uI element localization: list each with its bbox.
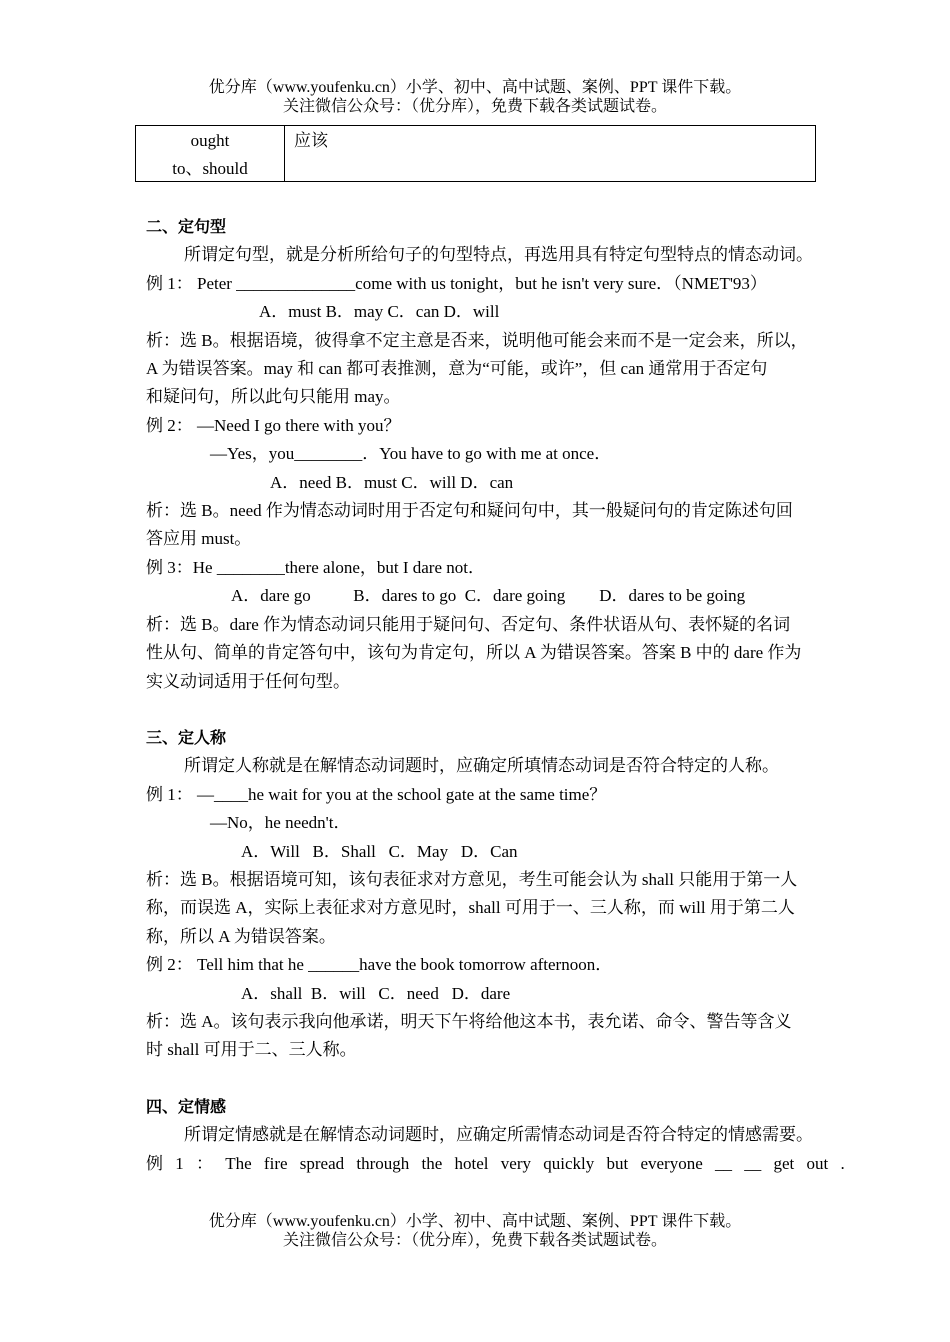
s3-example-1-reply: —No，he needn't． xyxy=(210,813,351,833)
s3-example-2-analysis-2: 时 shall 可用于二、三人称。 xyxy=(146,1040,357,1060)
section-2-intro: 所谓定句型，就是分析所给句子的句型特点，再选用具有特定句型特点的情态动词。 xyxy=(184,245,813,265)
table-verb-line-1: ought xyxy=(190,131,230,150)
s2-example-3-analysis-3: 实义动词适用于任何句型。 xyxy=(146,671,350,691)
s3-example-1-options: A．Will B．Shall C．May D．Can xyxy=(241,841,518,861)
s2-example-3-options: A．dare go B．dares to go C．dare going D．dares to be going xyxy=(231,586,746,606)
s2-example-2-reply: —Yes，you________．You have to go with me at once． xyxy=(210,444,612,464)
s3-example-1-question: 例 1： —____he wait for you at the school gate at the same time？ xyxy=(146,784,607,804)
header-line-2: 关注微信公众号：（优分库），免费下载各类试题试卷。 xyxy=(282,98,667,115)
section-3-title: 三、定人称 xyxy=(146,727,227,747)
section-4-intro: 所谓定情感就是在解情态动词题时，应确定所需情态动词是否符合特定的情感需要。 xyxy=(184,1125,813,1145)
modal-verb-table xyxy=(135,125,816,182)
s3-example-1-analysis-2: 称，而误选 A，实际上表征求对方意见时，shall 可用于一、三人称，而 will 用于第二人 xyxy=(146,898,795,918)
section-spacer xyxy=(146,1065,886,1093)
document-body xyxy=(146,213,886,1178)
page-footer xyxy=(0,1212,950,1250)
s2-example-1-analysis-1: 析：选 B。根据语境，彼得拿不定主意是否来，说明他可能会来而不是一定会来，所以， xyxy=(146,330,808,350)
s2-example-3-analysis-1: 析：选 B。dare 作为情态动词只能用于疑问句、否定句、条件状语从句、表怀疑的名词 xyxy=(146,614,791,634)
section-2-title: 二、定句型 xyxy=(146,217,227,236)
section-4-title: 四、定情感 xyxy=(146,1096,227,1116)
s2-example-3-analysis-2: 性从句、简单的肯定答句中，该句为肯定句，所以 A 为错误答案。答案 B 中的 dare 作为 xyxy=(146,643,802,663)
s2-example-2-analysis-1: 析：选 B。need 作为情态动词时用于否定句和疑问句中，其一般疑问句的肯定陈述句回 xyxy=(146,501,793,521)
s3-example-1-analysis-1: 析：选 B。根据语境可知，该句表征求对方意见，考生可能会认为 shall 只能用于第一人 xyxy=(146,869,798,889)
s2-example-1-options: A．must B．may C．can D．will xyxy=(259,302,500,322)
s2-example-1-analysis-2: A 为错误答案。may 和 can 都可表推测，意为“可能，或许”，但 can 通常用于否定句 xyxy=(146,359,768,379)
header-line-1: 优分库（www.youfenku.cn）小学、初中、高中试题、案例、PPT 课件下载。 xyxy=(208,79,742,96)
s3-example-2-options: A．shall B．will C．need D．dare xyxy=(241,983,511,1003)
table-cell-meaning: 应该 xyxy=(294,131,328,150)
section-3-intro: 所谓定人称就是在解情态动词题时，应确定所填情态动词是否符合特定的人称。 xyxy=(184,756,779,776)
s2-example-2-analysis-2: 答应用 must。 xyxy=(146,529,252,549)
page-header xyxy=(0,78,950,116)
footer-line-1: 优分库（www.youfenku.cn）小学、初中、高中试题、案例、PPT 课件下载。 xyxy=(208,1213,742,1230)
s4-example-1-question: 例 1 ： The fire spread through the hotel very quickly but everyone __ __ get out . xyxy=(146,1153,845,1173)
footer-line-2: 关注微信公众号：（优分库），免费下载各类试题试卷。 xyxy=(282,1232,667,1249)
s2-example-1-analysis-3: 和疑问句，所以此句只能用 may。 xyxy=(146,387,401,407)
section-spacer xyxy=(146,696,886,724)
s3-example-1-analysis-3: 称，所以 A 为错误答案。 xyxy=(146,926,336,946)
s2-example-2-question: 例 2： —Need I go there with you？ xyxy=(146,415,401,435)
s2-example-2-options: A．need B．must C．will D．can xyxy=(270,472,514,492)
s2-example-1-question: 例 1： Peter ______________come with us tonight，but he isn't very sure．（NMET'93） xyxy=(146,273,767,293)
s3-example-2-analysis-1: 析：选 A。该句表示我向他承诺，明天下午将给他这本书，表允诺、命令、警告等含义 xyxy=(146,1011,792,1031)
s3-example-2-question: 例 2： Tell him that he ______have the book tomorrow afternoon． xyxy=(146,955,613,975)
table-verb-line-2: to、should xyxy=(172,159,248,178)
s2-example-3-question: 例 3：He ________there alone，but I dare not． xyxy=(146,557,485,577)
table-cell-verb xyxy=(136,126,285,181)
